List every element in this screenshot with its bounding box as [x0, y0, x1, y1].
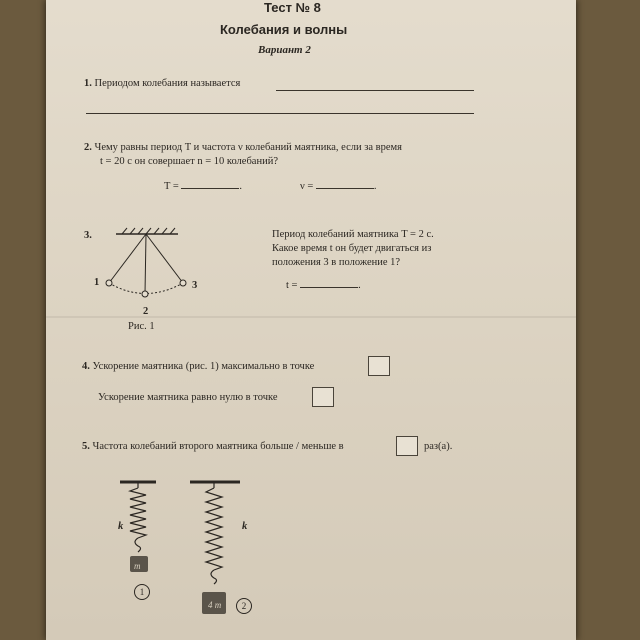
variant-label: Вариант 2	[258, 44, 311, 56]
question-4-line-1	[82, 360, 314, 374]
point-2-label: 2	[143, 306, 149, 317]
question-4-number: 4.	[82, 361, 90, 372]
question-5-text: Частота колебаний второго маятника больше / меньше в	[92, 441, 344, 452]
question-1	[84, 77, 240, 91]
question-4-text-1: Ускорение маятника (рис. 1) максимально в точке	[92, 361, 315, 372]
question-3-line-3: положения 3 в положение 1?	[272, 257, 401, 268]
pendulum-figure	[96, 226, 226, 336]
answer-nu-label: ν =	[300, 181, 314, 192]
answer-T-blank[interactable]	[181, 188, 239, 189]
answer-line-1a[interactable]	[276, 90, 474, 91]
question-5-suffix: раз(а).	[424, 441, 453, 452]
spring-k-label-1: k	[118, 521, 124, 532]
answer-line-1b[interactable]	[86, 113, 474, 114]
point-3-label: 3	[192, 280, 198, 291]
answer-box-4b[interactable]	[312, 387, 334, 407]
question-3-number: 3.	[84, 230, 92, 241]
spring-pendulum-1	[116, 478, 166, 578]
question-2	[84, 141, 484, 169]
question-3-text	[272, 228, 482, 270]
question-1-number: 1.	[84, 78, 92, 89]
question-2-line-2: t = 20 с он совершает n = 10 колебаний?	[100, 156, 278, 167]
pendulum-number-2: 2	[236, 598, 252, 614]
answer-box-4a[interactable]	[368, 356, 390, 376]
question-3-line-1: Период колебаний маятника T = 2 с.	[272, 229, 434, 240]
question-1-text: Периодом колебания называется	[94, 78, 241, 89]
question-3-line-2: Какое время t он будет двигаться из	[272, 243, 432, 254]
answer-t-label: t =	[286, 280, 298, 291]
answer-nu-blank[interactable]	[316, 188, 374, 189]
answer-T: T = .	[164, 181, 243, 192]
answer-t: t = .	[286, 280, 361, 291]
answer-box-5[interactable]	[396, 436, 418, 456]
spring-k-label-2: k	[242, 521, 248, 532]
question-2-number: 2.	[84, 142, 92, 153]
worksheet-page	[46, 0, 576, 640]
pendulum-number-1: 1	[134, 584, 150, 600]
question-5-number: 5.	[82, 441, 90, 452]
figure-caption: Рис. 1	[128, 321, 155, 332]
question-2-line-1: Чему равны период T и частота ν колебаний маятника, если за время	[94, 142, 403, 153]
page-title: Колебания и волны	[220, 22, 348, 37]
point-1-label: 1	[94, 277, 100, 288]
question-4-line-2: Ускорение маятника равно нулю в точке	[98, 392, 278, 403]
mass-label-1: m	[134, 561, 141, 571]
answer-t-blank[interactable]	[300, 287, 358, 288]
test-number: Тест № 8	[264, 0, 321, 15]
mass-label-2: 4 m	[208, 600, 222, 610]
question-5	[82, 440, 344, 454]
answer-T-label: T =	[164, 181, 179, 192]
answer-nu: ν = .	[300, 181, 377, 192]
